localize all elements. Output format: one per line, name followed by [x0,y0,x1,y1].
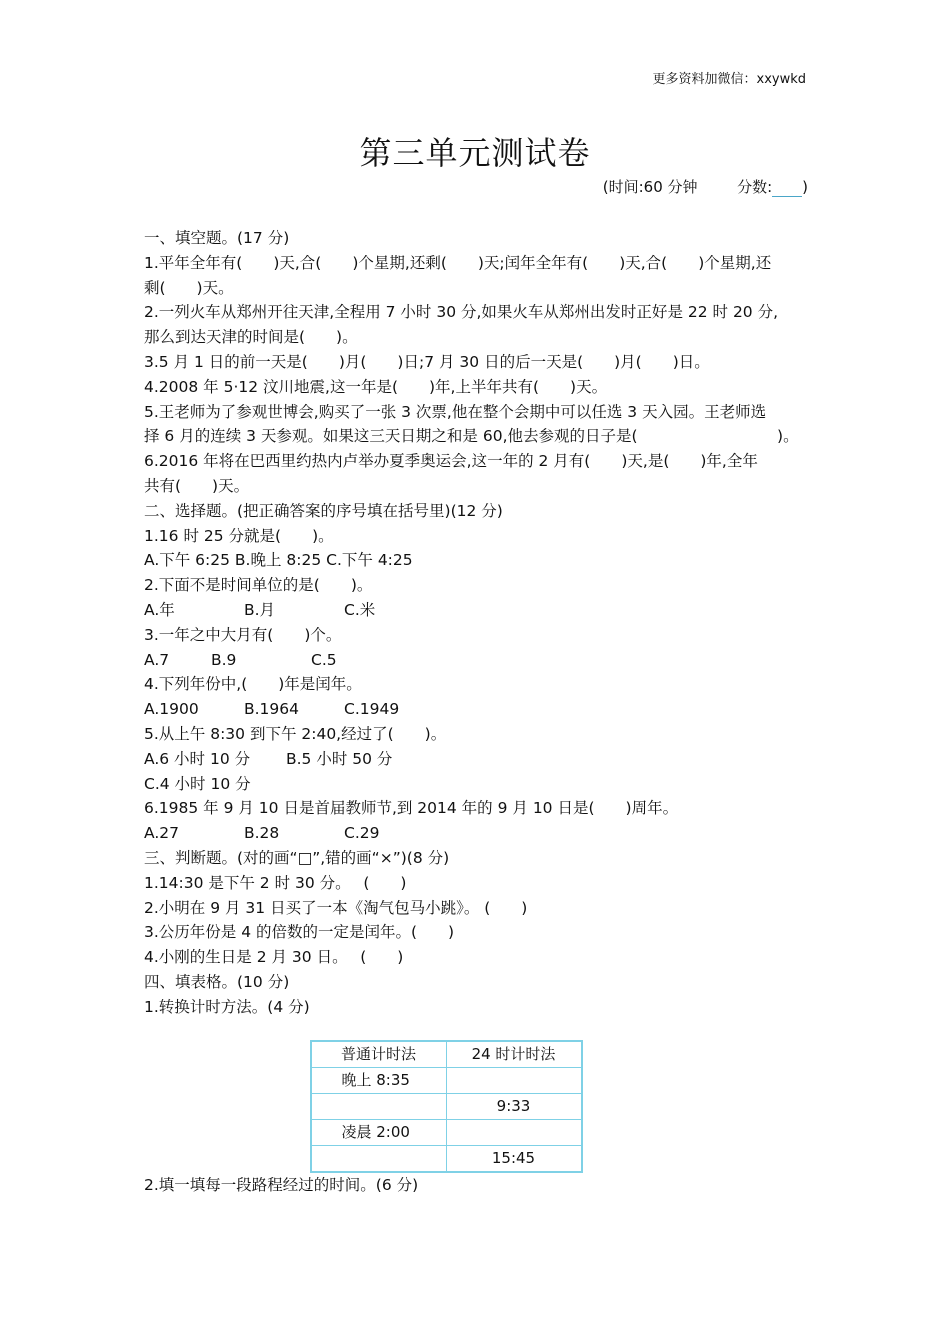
exam-content [144,226,812,1197]
section-heading: 二、选择题。(把正确答案的序号填在括号里)(12 分) [144,501,503,520]
option: C.米 [344,600,376,619]
option: A.27 [144,824,179,843]
question-line: 2.填一填每一段路程经过的时间。(6 分) [144,1175,419,1194]
question-line: 2.一列火车从郑州开往天津,全程用 7 小时 30 分,如果火车从郑州出发时正好是 22 时 20 分, [144,303,779,322]
table-cell-blank[interactable] [446,1067,582,1093]
table-wrapper [144,1040,812,1173]
option-line [144,697,812,722]
table-cell-blank[interactable] [446,1119,582,1145]
question-line: 6.1985 年 9 月 10 日是首届教师节,到 2014 年的 9 月 10 日是( )周年。 [144,799,679,818]
table-header: 普通计时法 [311,1041,447,1068]
option: B.1964 [244,700,300,719]
question-line: 那么到达天津的时间是( )。 [144,328,358,347]
question-line: 1.16 时 25 分就是( )。 [144,526,334,545]
question-line: 4.2008 年 5·12 汶川地震,这一年是( )年,上半年共有( )天。 [144,377,608,396]
time-conversion-table [310,1040,583,1173]
option: A.年 [144,600,175,619]
option: C.29 [344,824,380,843]
table-row [311,1093,582,1119]
section-heading: 三、判断题。(对的画“□”,错的画“×”)(8 分) [144,848,450,867]
exam-meta [603,176,808,197]
question-line: 6.2016 年将在巴西里约热内卢举办夏季奥运会,这一年的 2 月有( )天,是( )年,全年 [144,452,758,471]
question-line: 4.小刚的生日是 2 月 30 日。 ( ) [144,948,404,967]
option-line [144,648,812,673]
question-line: 择 6 月的连续 3 天参观。如果这三天日期之和是 60,他去参观的日子是( )。 [144,427,799,446]
option-line [144,821,812,846]
question-line: 3.一年之中大月有( )个。 [144,625,342,644]
option-line [144,598,812,623]
table-row [311,1145,582,1172]
option: A.7 [144,650,170,669]
table-cell: 9:33 [446,1093,582,1119]
score-close: ) [802,178,808,196]
table-cell: 晚上 8:35 [311,1067,447,1093]
question-line: 5.从上午 8:30 到下午 2:40,经过了( )。 [144,724,447,743]
question-line: 4.下列年份中,( )年是闰年。 [144,675,362,694]
section-heading: 一、填空题。(17 分) [144,229,290,247]
table-cell: 凌晨 2:00 [311,1119,447,1145]
section-heading: 四、填表格。(10 分) [144,972,290,991]
watermark-text: 更多资料加微信：xxywkd [652,72,806,87]
option-line [144,747,812,772]
option: C.5 [311,650,337,669]
table-cell: 15:45 [446,1145,582,1172]
option-line: A.下午 6:25 B.晚上 8:25 C.下午 4:25 [144,551,413,570]
option: B.9 [211,650,237,669]
table-row [311,1119,582,1145]
score-blank[interactable] [772,178,802,197]
option: A.1900 [144,700,199,719]
question-line: 1.转换计时方法。(4 分) [144,997,310,1016]
question-line: 2.下面不是时间单位的是( )。 [144,576,373,595]
option: A.6 小时 10 分 [144,749,251,768]
table-cell-blank[interactable] [311,1145,447,1172]
table-header: 24 时计时法 [446,1041,582,1068]
question-line: 剩( )天。 [144,278,234,297]
option: B.月 [244,600,276,619]
question-line: 2.小明在 9 月 31 日买了一本《淘气包马小跳》。 ( ) [144,898,528,917]
table-header-row [311,1041,582,1068]
question-line: 共有( )天。 [144,476,250,495]
option-line: C.4 小时 10 分 [144,774,251,793]
question-line: 1.14:30 是下午 2 时 30 分。 ( ) [144,873,407,892]
option: C.1949 [344,700,400,719]
question-line: 1.平年全年有( )天,合( )个星期,还剩( )天;闰年全年有( )天,合( )个星期,还 [144,253,772,272]
option: B.28 [244,824,280,843]
table-cell-blank[interactable] [311,1093,447,1119]
table-row [311,1067,582,1093]
option: B.5 小时 50 分 [286,749,393,768]
time-limit: (时间:60 分钟 [602,178,698,196]
page-title: 第三单元测试卷 [359,134,591,172]
score-label: 分数: [737,178,773,196]
question-line: 5.王老师为了参观世博会,购买了一张 3 次票,他在整个会期中可以任选 3 天入园。王老师选 [144,402,767,421]
question-line: 3.公历年份是 4 的倍数的一定是闰年。( ) [144,923,455,942]
question-line: 3.5 月 1 日的前一天是( )月( )日;7 月 30 日的后一天是( )月( )日。 [144,352,710,371]
